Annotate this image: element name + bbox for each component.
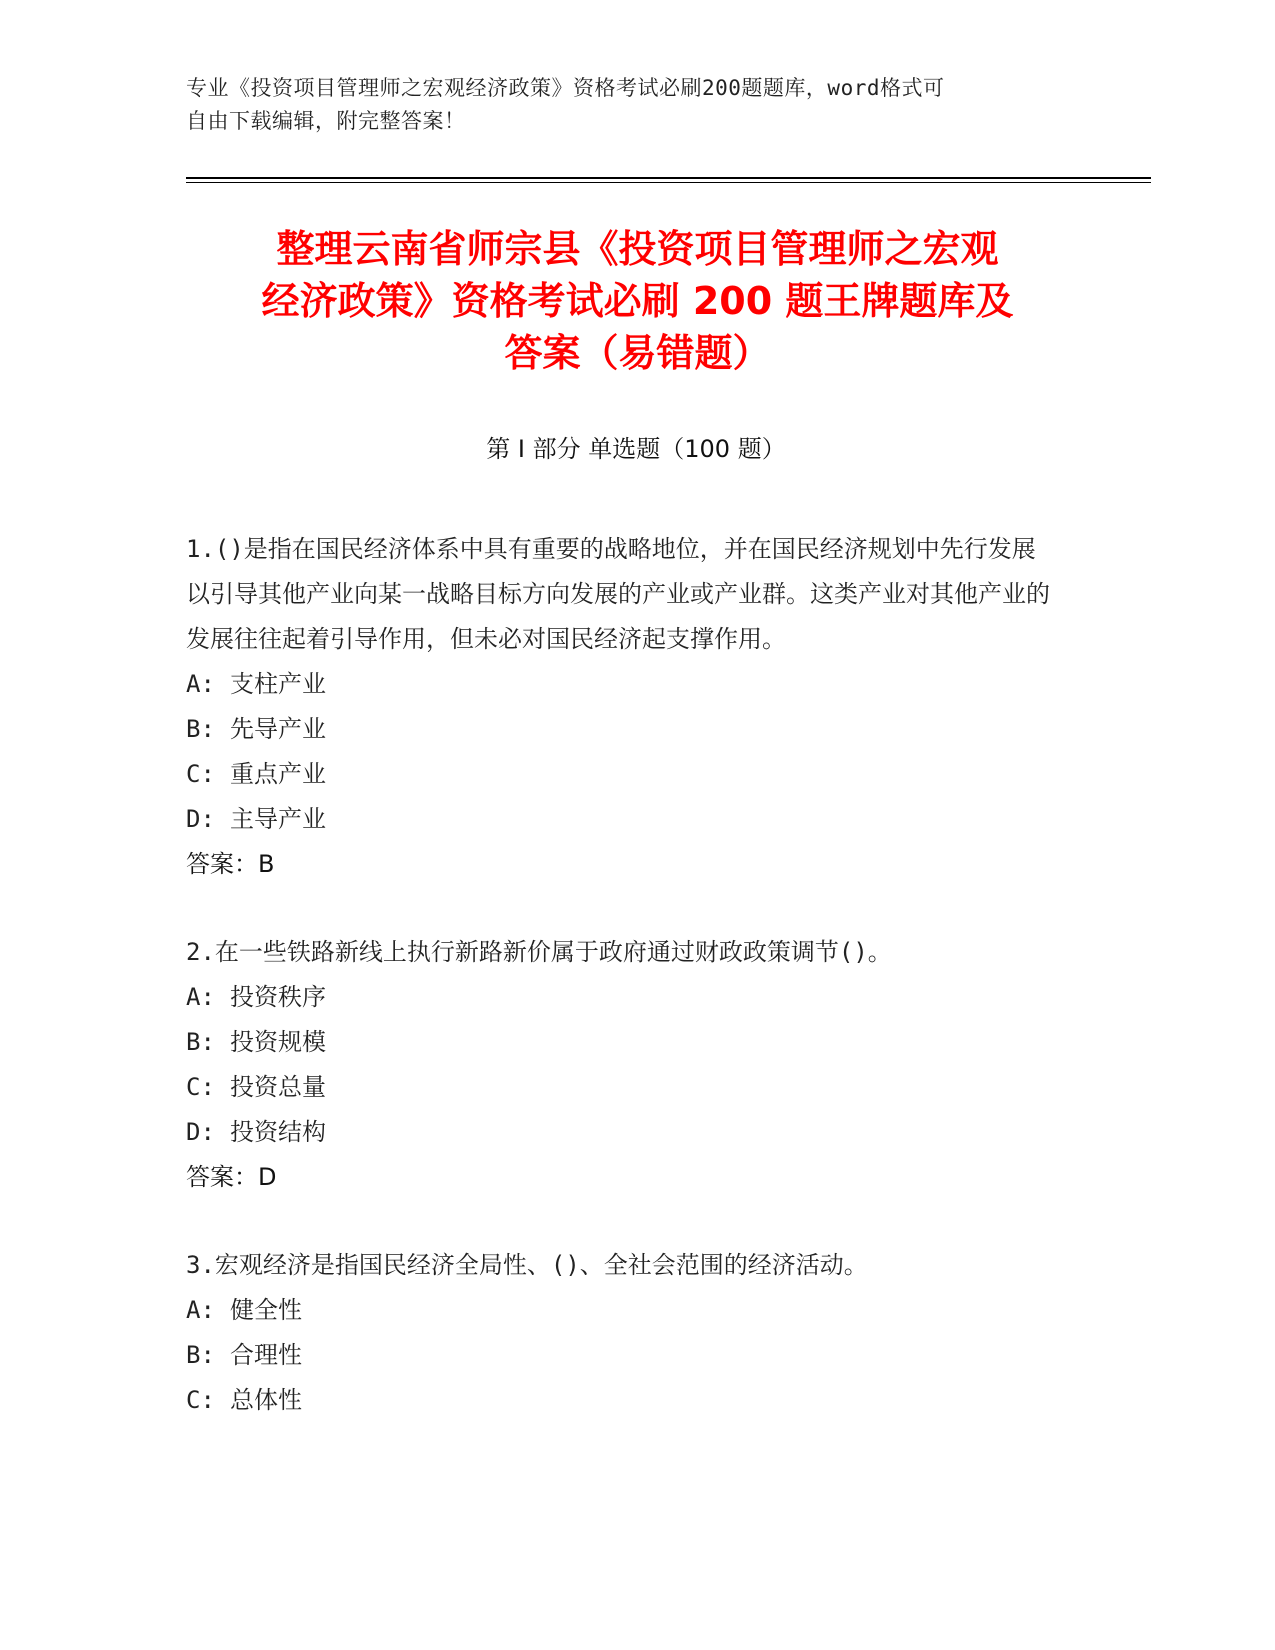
answer: 答案：B — [186, 850, 275, 878]
option-text: 主导产业 — [230, 805, 326, 833]
option-key: B: — [186, 1028, 215, 1056]
title-line-1: 整理云南省师宗县《投资项目管理师之宏观 — [276, 227, 999, 271]
option-key: B: — [186, 715, 215, 743]
question-3 — [186, 1243, 1056, 1423]
option-text: 投资总量 — [230, 1073, 326, 1101]
option-text: 支柱产业 — [230, 670, 326, 698]
question-2 — [186, 930, 1056, 1200]
question-text: 1.()是指在国民经济体系中具有重要的战略地位，并在国民经济规划中先行发展以引导其他产业向某一战略目标方向发展的产业或产业群。这类产业对其他产业的发展往往起着引导作用，但未必对国民经济起支撑作用。 — [186, 535, 1050, 653]
option-d — [186, 797, 1056, 842]
header-note-line-2: 自由下载编辑，附完整答案！ — [186, 109, 466, 133]
option-b — [186, 1333, 1056, 1378]
option-text: 先导产业 — [230, 715, 326, 743]
section-title: 第 I 部分 单选题（100 题） — [486, 435, 786, 463]
title-line-2: 经济政策》资格考试必刷 200 题王牌题库及 — [261, 279, 1014, 323]
option-text: 重点产业 — [230, 760, 326, 788]
option-key: D: — [186, 1118, 215, 1146]
option-a — [186, 975, 1056, 1020]
header-rule-thick — [186, 177, 1151, 179]
option-d — [186, 1110, 1056, 1155]
option-text: 投资结构 — [230, 1118, 326, 1146]
option-key: B: — [186, 1341, 215, 1369]
option-text: 总体性 — [230, 1386, 302, 1414]
option-b — [186, 707, 1056, 752]
option-key: D: — [186, 805, 215, 833]
header-note — [186, 72, 1066, 138]
answer: 答案：D — [186, 1163, 277, 1191]
option-text: 投资规模 — [230, 1028, 326, 1056]
option-key: A: — [186, 1296, 215, 1324]
option-text: 健全性 — [230, 1296, 302, 1324]
option-key: A: — [186, 670, 215, 698]
option-b — [186, 1020, 1056, 1065]
question-text: 2.在一些铁路新线上执行新路新价属于政府通过财政政策调节()。 — [186, 938, 892, 966]
option-text: 合理性 — [230, 1341, 302, 1369]
title-line-3: 答案（易错题） — [504, 331, 771, 375]
option-key: C: — [186, 760, 215, 788]
header-rule-thin — [186, 182, 1151, 183]
option-key: C: — [186, 1073, 215, 1101]
document-title — [190, 223, 1085, 379]
option-c — [186, 752, 1056, 797]
header-note-line-1: 专业《投资项目管理师之宏观经济政策》资格考试必刷200题题库，word格式可 — [186, 76, 945, 100]
option-a — [186, 1288, 1056, 1333]
option-key: C: — [186, 1386, 215, 1414]
question-text: 3.宏观经济是指国民经济全局性、()、全社会范围的经济活动。 — [186, 1251, 868, 1279]
question-1 — [186, 527, 1056, 887]
question-list — [186, 527, 1056, 1466]
option-c — [186, 1065, 1056, 1110]
option-key: A: — [186, 983, 215, 1011]
option-c — [186, 1378, 1056, 1423]
option-a — [186, 662, 1056, 707]
option-text: 投资秩序 — [230, 983, 326, 1011]
